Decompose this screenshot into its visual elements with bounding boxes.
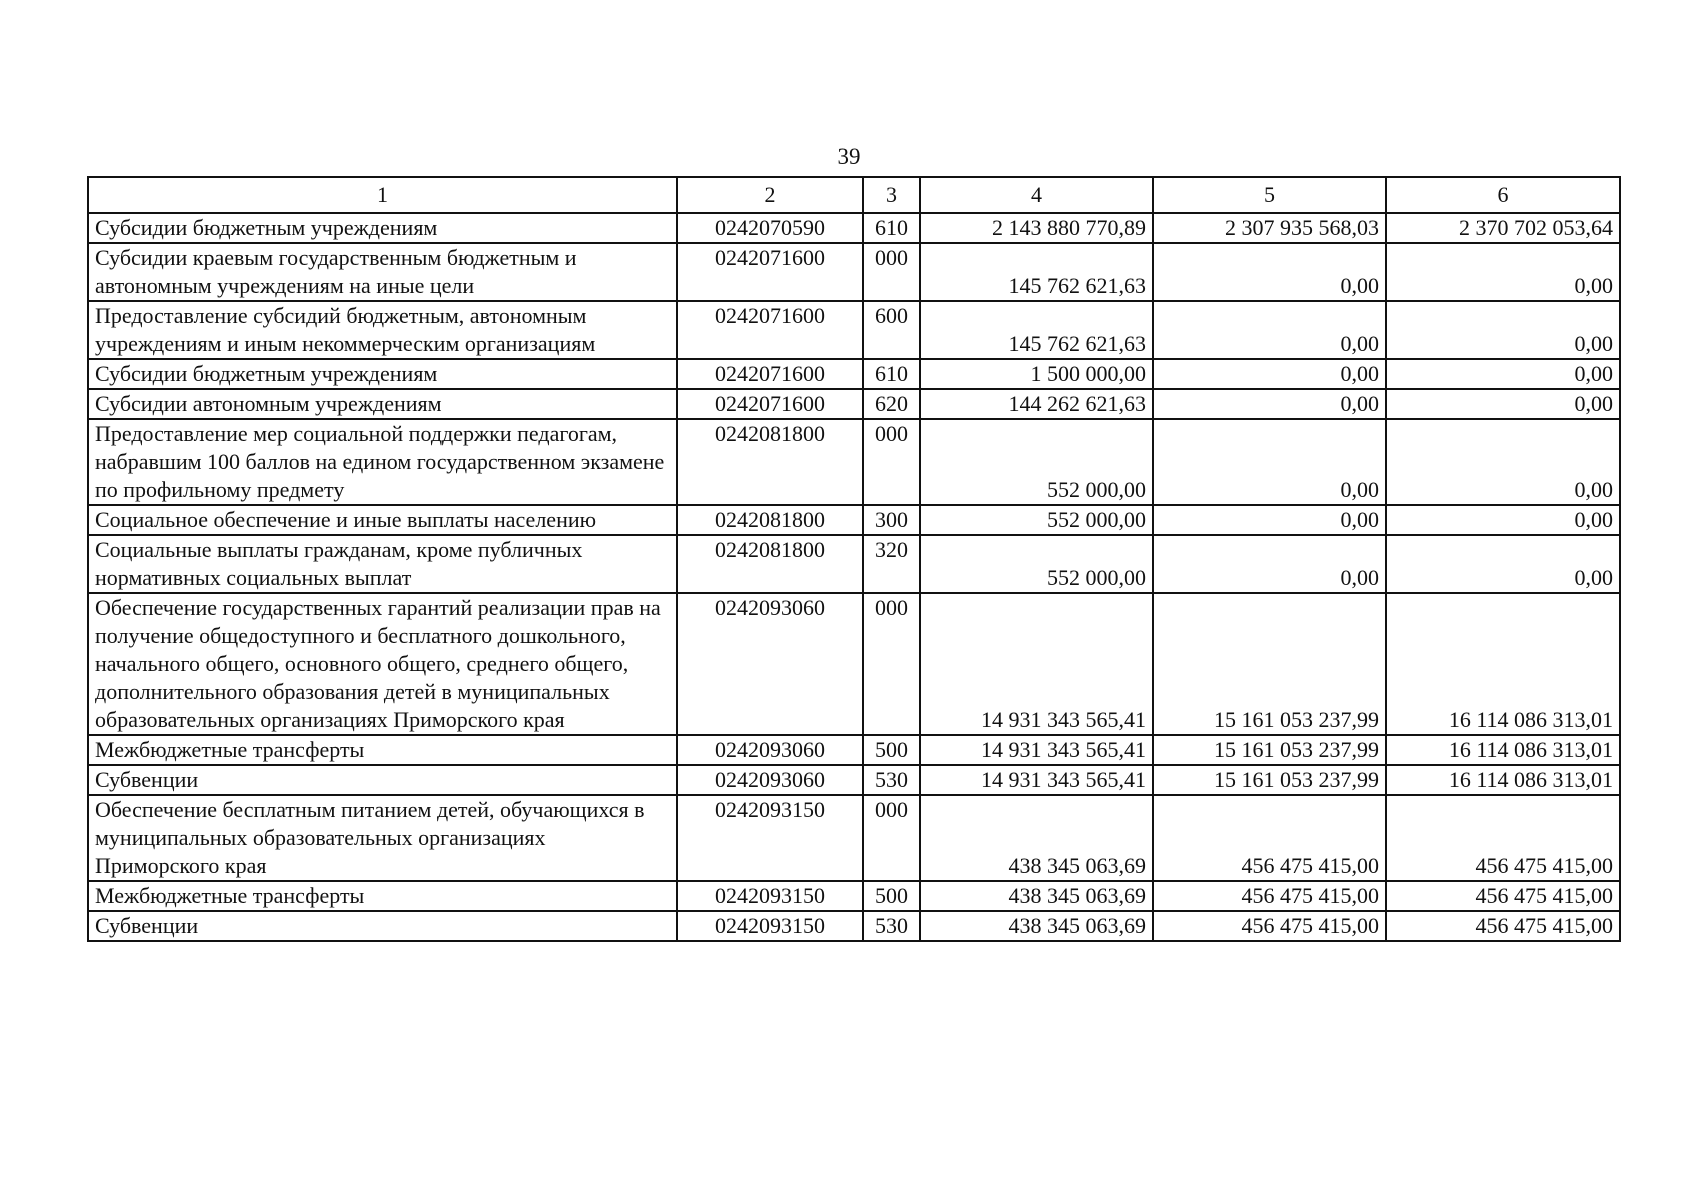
table-row [88, 881, 1620, 911]
row-amount-col5: 0,00 [1153, 301, 1386, 359]
row-amount-col4: 14 931 343 565,41 [920, 735, 1153, 765]
row-kvr-cell: 000 [863, 243, 920, 301]
row-amount-col5: 0,00 [1153, 535, 1386, 593]
row-name-cell: Субвенции [88, 765, 677, 795]
row-amount-col4: 14 931 343 565,41 [920, 765, 1153, 795]
table-row [88, 389, 1620, 419]
row-code-cell: 0242093060 [677, 735, 863, 765]
row-amount-col6: 0,00 [1386, 419, 1620, 505]
row-name-cell: Межбюджетные трансферты [88, 735, 677, 765]
row-kvr-cell: 500 [863, 735, 920, 765]
row-kvr-cell: 500 [863, 881, 920, 911]
budget-table [87, 176, 1621, 942]
row-amount-col4: 438 345 063,69 [920, 881, 1153, 911]
row-name-cell: Субсидии автономным учреждениям [88, 389, 677, 419]
column-header: 4 [920, 177, 1153, 213]
row-code-cell: 0242071600 [677, 359, 863, 389]
row-amount-col6: 0,00 [1386, 243, 1620, 301]
row-amount-col5: 2 307 935 568,03 [1153, 213, 1386, 243]
row-amount-col6: 2 370 702 053,64 [1386, 213, 1620, 243]
row-kvr-cell: 610 [863, 359, 920, 389]
column-header: 5 [1153, 177, 1386, 213]
row-code-cell: 0242093060 [677, 765, 863, 795]
row-amount-col5: 456 475 415,00 [1153, 911, 1386, 941]
table-row [88, 593, 1620, 735]
row-amount-col6: 456 475 415,00 [1386, 795, 1620, 881]
row-kvr-cell: 620 [863, 389, 920, 419]
table-row [88, 735, 1620, 765]
row-amount-col4: 438 345 063,69 [920, 795, 1153, 881]
row-code-cell: 0242093150 [677, 911, 863, 941]
page-number: 39 [837, 144, 861, 169]
row-amount-col4: 552 000,00 [920, 419, 1153, 505]
row-kvr-cell: 300 [863, 505, 920, 535]
row-code-cell: 0242071600 [677, 301, 863, 359]
row-amount-col4: 145 762 621,63 [920, 301, 1153, 359]
row-amount-col4: 145 762 621,63 [920, 243, 1153, 301]
row-code-cell: 0242081800 [677, 419, 863, 505]
table-row [88, 911, 1620, 941]
row-name-cell: Предоставление субсидий бюджетным, автономным учреждениям и иным некоммерческим организациям [88, 301, 677, 359]
column-header: 3 [863, 177, 920, 213]
row-amount-col4: 552 000,00 [920, 505, 1153, 535]
row-name-cell: Субсидии бюджетным учреждениям [88, 213, 677, 243]
row-kvr-cell: 000 [863, 419, 920, 505]
row-amount-col5: 0,00 [1153, 243, 1386, 301]
row-amount-col4: 2 143 880 770,89 [920, 213, 1153, 243]
row-code-cell: 0242093150 [677, 795, 863, 881]
table-row [88, 301, 1620, 359]
row-amount-col6: 0,00 [1386, 505, 1620, 535]
table-row [88, 359, 1620, 389]
table-row [88, 765, 1620, 795]
row-code-cell: 0242071600 [677, 243, 863, 301]
row-amount-col6: 0,00 [1386, 389, 1620, 419]
row-kvr-cell: 610 [863, 213, 920, 243]
row-code-cell: 0242071600 [677, 389, 863, 419]
row-amount-col6: 0,00 [1386, 301, 1620, 359]
row-code-cell: 0242081800 [677, 505, 863, 535]
table-row [88, 243, 1620, 301]
row-name-cell: Социальные выплаты гражданам, кроме публичных нормативных социальных выплат [88, 535, 677, 593]
row-code-cell: 0242081800 [677, 535, 863, 593]
row-amount-col6: 16 114 086 313,01 [1386, 765, 1620, 795]
row-amount-col5: 15 161 053 237,99 [1153, 765, 1386, 795]
row-name-cell: Обеспечение государственных гарантий реализации прав на получение общедоступного и бесплатного дошкольного, начального общего, основного общего, среднего общего, дополнительного образования детей в муниципальных образовательных организациях Приморского края [88, 593, 677, 735]
row-amount-col6: 16 114 086 313,01 [1386, 593, 1620, 735]
row-name-cell: Субсидии бюджетным учреждениям [88, 359, 677, 389]
row-amount-col5: 456 475 415,00 [1153, 881, 1386, 911]
row-amount-col5: 0,00 [1153, 419, 1386, 505]
column-header: 1 [88, 177, 677, 213]
row-amount-col5: 0,00 [1153, 505, 1386, 535]
row-kvr-cell: 530 [863, 765, 920, 795]
table-row [88, 213, 1620, 243]
row-amount-col4: 14 931 343 565,41 [920, 593, 1153, 735]
row-amount-col5: 456 475 415,00 [1153, 795, 1386, 881]
row-kvr-cell: 000 [863, 795, 920, 881]
row-amount-col5: 0,00 [1153, 359, 1386, 389]
row-name-cell: Субвенции [88, 911, 677, 941]
row-code-cell: 0242093060 [677, 593, 863, 735]
row-name-cell: Предоставление мер социальной поддержки педагогам, набравшим 100 баллов на едином государственном экзамене по профильному предмету [88, 419, 677, 505]
row-name-cell: Межбюджетные трансферты [88, 881, 677, 911]
row-kvr-cell: 600 [863, 301, 920, 359]
row-name-cell: Социальное обеспечение и иные выплаты населению [88, 505, 677, 535]
row-kvr-cell: 530 [863, 911, 920, 941]
row-kvr-cell: 320 [863, 535, 920, 593]
table-row [88, 505, 1620, 535]
row-code-cell: 0242070590 [677, 213, 863, 243]
row-amount-col4: 552 000,00 [920, 535, 1153, 593]
table-row [88, 795, 1620, 881]
row-amount-col6: 0,00 [1386, 535, 1620, 593]
row-amount-col6: 0,00 [1386, 359, 1620, 389]
row-name-cell: Субсидии краевым государственным бюджетным и автономным учреждениям на иные цели [88, 243, 677, 301]
row-amount-col4: 144 262 621,63 [920, 389, 1153, 419]
row-code-cell: 0242093150 [677, 881, 863, 911]
row-kvr-cell: 000 [863, 593, 920, 735]
row-amount-col4: 438 345 063,69 [920, 911, 1153, 941]
header-row [88, 177, 1620, 213]
row-amount-col6: 16 114 086 313,01 [1386, 735, 1620, 765]
table-row [88, 535, 1620, 593]
row-amount-col4: 1 500 000,00 [920, 359, 1153, 389]
table-row [88, 419, 1620, 505]
row-amount-col5: 15 161 053 237,99 [1153, 593, 1386, 735]
column-header: 6 [1386, 177, 1620, 213]
row-amount-col5: 0,00 [1153, 389, 1386, 419]
row-amount-col6: 456 475 415,00 [1386, 881, 1620, 911]
row-amount-col6: 456 475 415,00 [1386, 911, 1620, 941]
column-header: 2 [677, 177, 863, 213]
row-amount-col5: 15 161 053 237,99 [1153, 735, 1386, 765]
row-name-cell: Обеспечение бесплатным питанием детей, обучающихся в муниципальных образовательных организациях Приморского края [88, 795, 677, 881]
